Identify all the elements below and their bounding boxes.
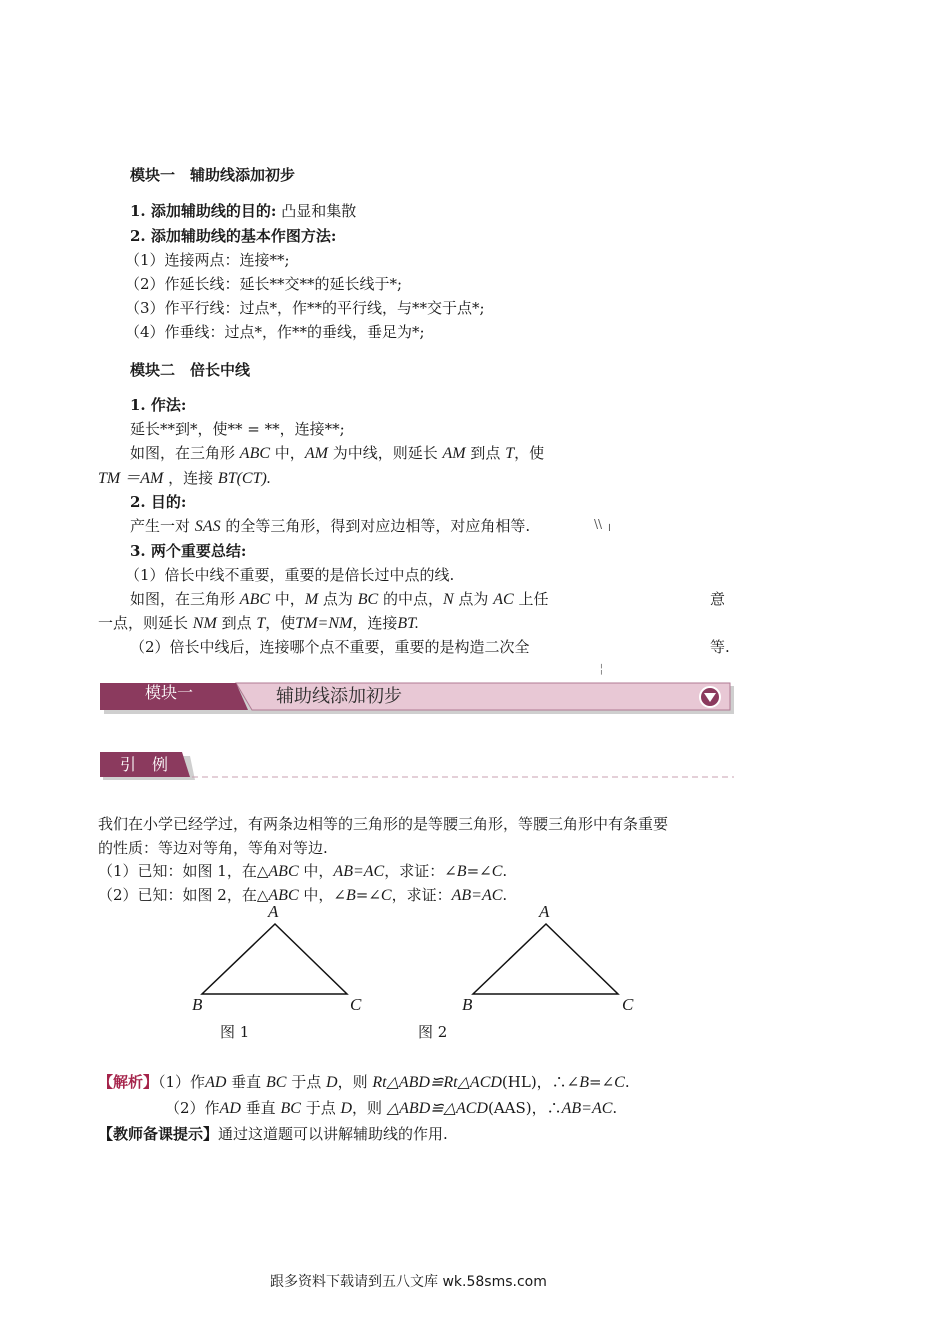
example-tag: 引 例 bbox=[120, 755, 169, 774]
footer-text: 跟多资料下载请到五八文库 wk.58sms.com bbox=[270, 1274, 547, 1290]
m2-purpose bbox=[130, 515, 530, 536]
collapse-chevron-icon[interactable] bbox=[700, 686, 722, 708]
text: 为中线，则延长 bbox=[332, 444, 438, 462]
m2-summary-1-example bbox=[130, 588, 548, 609]
method-4: （4）作垂线：过点*，作**的垂线，垂足为*; bbox=[125, 323, 425, 341]
text: =∠ bbox=[589, 1073, 615, 1091]
teacher-tip bbox=[98, 1123, 448, 1144]
text: . bbox=[502, 886, 508, 904]
fig1-caption: 图 1 bbox=[220, 1023, 250, 1041]
fig1-label-c: C bbox=[350, 995, 362, 1014]
solution-label: 【解析】 bbox=[98, 1073, 159, 1091]
math-text: BT. bbox=[397, 615, 419, 632]
example-intro-line-1: 我们在小学已经学过，有两条边相等的三角形的是等腰三角形，等腰三角形中有条重要 bbox=[98, 815, 669, 833]
text: 点为 bbox=[458, 590, 489, 608]
text: 于点 bbox=[291, 1073, 322, 1091]
m2-item-2-label: 2. 目的: bbox=[130, 493, 187, 511]
math-text: T bbox=[505, 445, 515, 462]
text: ，连接 bbox=[352, 614, 398, 632]
outline-item-1 bbox=[130, 200, 356, 221]
math-text: BT(CT). bbox=[217, 470, 271, 487]
solution-line-1 bbox=[98, 1071, 630, 1092]
method-3: （3）作平行线：过点*，作**的平行线，与**交于点*; bbox=[125, 299, 485, 317]
math-text: ABC bbox=[268, 863, 299, 880]
m2-summary-2: （2）倍长中线后，连接哪个点不重要，重要的是构造二次全 bbox=[130, 638, 530, 656]
m2-line-1: 延长**到*，使** = **，连接**; bbox=[130, 420, 345, 438]
text: 到点 bbox=[221, 614, 252, 632]
fig1-label-b: B bbox=[192, 995, 203, 1014]
math-text: AM bbox=[304, 445, 328, 462]
m2-summary-1-tail: 意 bbox=[710, 590, 726, 608]
text: 垂直 bbox=[231, 1073, 262, 1091]
module1-heading: 模块一 辅助线添加初步 bbox=[130, 166, 296, 184]
text: （2）已知：如图 2，在△ bbox=[98, 886, 269, 904]
math-text: ABC bbox=[239, 445, 271, 462]
text: 的中点， bbox=[382, 590, 443, 608]
teacher-tip-text: 通过这道题可以讲解辅助线的作用. bbox=[218, 1125, 448, 1143]
text: 上任 bbox=[518, 590, 549, 608]
math-text: BC bbox=[280, 1100, 301, 1117]
math-text: D bbox=[326, 1074, 338, 1091]
example-tag-bar bbox=[98, 750, 738, 782]
fig2-label-a: A bbox=[539, 902, 550, 921]
scan-artifact-mark-2: ╎ bbox=[598, 663, 605, 676]
module2-heading: 模块二 倍长中线 bbox=[130, 361, 251, 379]
math-text: C bbox=[614, 1074, 625, 1091]
math-text: B bbox=[579, 1074, 590, 1091]
math-text: BC bbox=[265, 1074, 287, 1091]
math-text: B bbox=[345, 887, 356, 904]
teacher-tip-label: 【教师备课提示】 bbox=[98, 1125, 219, 1143]
module-banner bbox=[98, 680, 738, 720]
math-text: AD bbox=[219, 1100, 241, 1117]
method-1: （1）连接两点：连接**; bbox=[125, 251, 290, 269]
text: （1）已知：如图 1，在△ bbox=[98, 862, 269, 880]
text: . bbox=[612, 1099, 618, 1117]
math-text: AC bbox=[493, 591, 514, 608]
math-text: ABC bbox=[239, 591, 271, 608]
math-text: AB=AC bbox=[333, 863, 385, 880]
text: (AAS)，∴ bbox=[487, 1099, 562, 1117]
outline-item-1-label: 1. 添加辅助线的目的: bbox=[130, 202, 277, 220]
fig1-label-a: A bbox=[268, 902, 279, 921]
math-text: D bbox=[340, 1100, 353, 1117]
text: （2）作 bbox=[165, 1099, 220, 1117]
text: ，则 bbox=[337, 1073, 368, 1091]
text: (HL)，∴∠ bbox=[501, 1073, 580, 1091]
m2-line-3 bbox=[98, 465, 271, 488]
fig2-label-b: B bbox=[462, 995, 473, 1014]
text: 如图，在三角形 bbox=[130, 444, 236, 462]
text: ，使 bbox=[514, 444, 545, 462]
text: 垂直 bbox=[245, 1099, 276, 1117]
text: 的全等三角形，得到对应边相等，对应角相等. bbox=[225, 517, 531, 535]
math-text: C bbox=[380, 887, 392, 904]
outline-item-1-text: 凸显和集散 bbox=[281, 202, 357, 220]
text: 中，∠ bbox=[303, 886, 346, 904]
math-text: AD bbox=[205, 1074, 227, 1091]
fig2-label-c: C bbox=[622, 995, 634, 1014]
text: （1）作 bbox=[158, 1073, 206, 1091]
text: 中， bbox=[274, 444, 305, 462]
module-banner-tag: 模块一 bbox=[145, 683, 194, 702]
fig2-caption: 图 2 bbox=[418, 1023, 448, 1041]
math-text: △ABD≌△ACD bbox=[386, 1100, 488, 1117]
text: 中， bbox=[303, 862, 334, 880]
math-text: N bbox=[442, 591, 454, 608]
math-text: T bbox=[256, 615, 266, 632]
text: 如图，在三角形 bbox=[130, 590, 236, 608]
scan-artifact-mark: \\ ╷ bbox=[594, 517, 614, 531]
m2-item-1-label: 1. 作法: bbox=[130, 396, 187, 414]
solution-line-2 bbox=[165, 1097, 617, 1118]
text: 一点，则延长 bbox=[98, 614, 189, 632]
text: ，使 bbox=[265, 614, 296, 632]
text: 点为 bbox=[322, 590, 353, 608]
text: ，求证： bbox=[391, 886, 452, 904]
math-text: AB=AC bbox=[561, 1100, 613, 1117]
text: 中， bbox=[274, 590, 305, 608]
m2-summary-1-example-cont bbox=[98, 612, 419, 633]
method-2: （2）作延长线：延长**交**的延长线于*; bbox=[125, 275, 403, 293]
math-text: Rt△ABD≌Rt△ACD bbox=[372, 1074, 502, 1091]
m2-item-3-label: 3. 两个重要总结: bbox=[130, 542, 247, 560]
example-question-1 bbox=[98, 860, 507, 881]
text: ，则 bbox=[352, 1099, 383, 1117]
text: . bbox=[624, 1073, 630, 1091]
math-text: TM=NM bbox=[295, 615, 353, 632]
math-text: C bbox=[491, 863, 503, 880]
math-text: SAS bbox=[194, 518, 221, 535]
outline-item-2-label: 2. 添加辅助线的基本作图方法: bbox=[130, 227, 337, 245]
text: ，连接 bbox=[168, 469, 214, 487]
text: 到点 bbox=[470, 444, 501, 462]
m2-summary-1: （1）倍长中线不重要，重要的是倍长过中点的线. bbox=[125, 566, 455, 584]
text: =∠ bbox=[466, 862, 492, 880]
math-text: B bbox=[456, 863, 467, 880]
math-text: BC bbox=[357, 591, 379, 608]
math-text: M bbox=[304, 591, 319, 608]
text: 产生一对 bbox=[130, 517, 191, 535]
text: . bbox=[502, 862, 508, 880]
math-text: NM bbox=[192, 615, 217, 632]
module-banner-title: 辅助线添加初步 bbox=[276, 686, 402, 707]
math-text: AB=AC bbox=[451, 887, 503, 904]
text: 于点 bbox=[305, 1099, 336, 1117]
math-text: TM ＝AM bbox=[98, 470, 164, 487]
text: ，求证：∠ bbox=[384, 862, 457, 880]
example-intro-line-2: 的性质：等边对等角，等角对等边. bbox=[98, 839, 328, 857]
text: =∠ bbox=[355, 886, 381, 904]
math-text: AM bbox=[442, 445, 466, 462]
m2-line-2 bbox=[130, 442, 544, 463]
m2-summary-2-tail: 等. bbox=[710, 638, 730, 656]
math-text: ABC bbox=[268, 887, 299, 904]
